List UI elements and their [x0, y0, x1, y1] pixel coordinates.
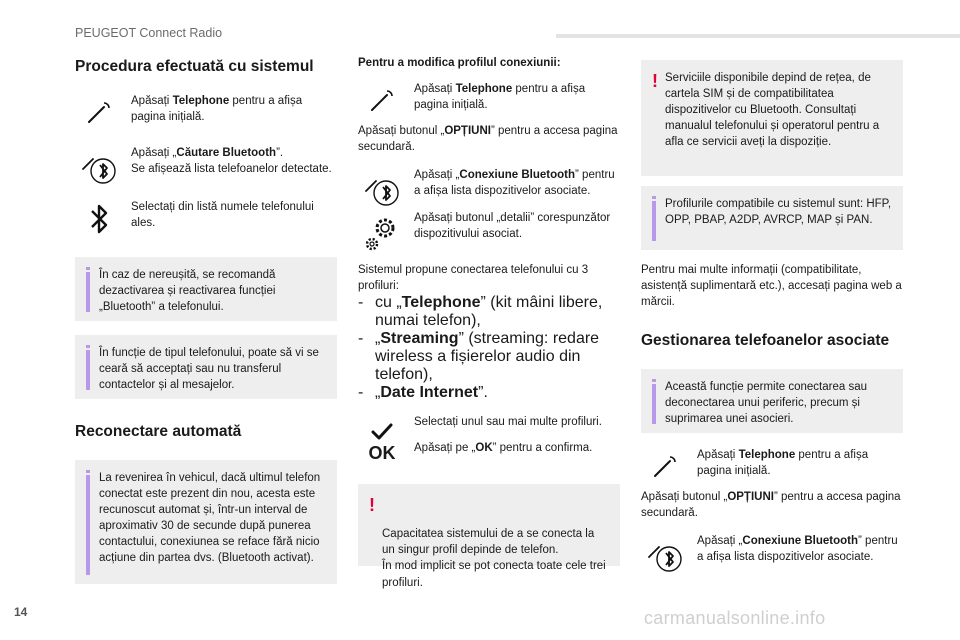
info-icon: [652, 379, 656, 382]
step-bluetooth-search: Apăsați „Căutare Bluetooth”. Se afișează lista telefoanelor detectate.: [75, 145, 337, 177]
gears-icon: [362, 212, 402, 252]
info-box-manage: Această funcție permite conectarea sau deconectarea unui periferic, precum și suprimarea unei asocieri.: [641, 369, 903, 433]
step-telephone: Apăsați Telephone pentru a afișa pagina inițială.: [358, 81, 620, 113]
list-item: - cu „Telephone” (kit mâini libere, numai telefon),: [358, 293, 603, 329]
step-details: Apăsați butonul „detalii” corespunzător dispozitivului asociat.: [358, 210, 620, 242]
bluetooth-search-icon: [645, 535, 685, 575]
ok-icon: OK: [368, 443, 396, 464]
options-paragraph: Apăsați butonul „OPȚIUNI” pentru a accesa pagina secundară.: [641, 491, 901, 520]
info-icon: [86, 470, 90, 473]
subheading-profile: Pentru a modifica profilul conexiunii:: [358, 57, 561, 69]
options-paragraph: Apăsați butonul „OPȚIUNI” pentru a accesa pagina secundară.: [358, 125, 618, 154]
more-info-paragraph: Pentru mai multe informații (compatibilitate, asistență suplimentară etc.), accesați pagina web a mărcii.: [641, 264, 902, 309]
header-rule: [556, 34, 960, 38]
header-title: PEUGEOT Connect Radio: [75, 26, 223, 40]
step-telephone: Apăsați Telephone pentru a afișa pagina inițială.: [75, 93, 337, 125]
finger-tap-icon: [645, 447, 685, 487]
watermark: carmanualsonline.info: [644, 608, 826, 628]
step-telephone: Apăsați Telephone pentru a afișa pagina inițială.: [641, 447, 903, 479]
step-select-profiles: Selectați unul sau mai multe profiluri.: [358, 414, 620, 430]
column-3: [641, 60, 903, 565]
bluetooth-search-icon: [79, 147, 119, 187]
step-bluetooth-connection: Apăsați „Conexiune Bluetooth” pentru a afișa lista dispozitivelor asociate.: [358, 167, 620, 199]
profiles-intro: Sistemul propune conectarea telefonului cu 3 profiluri:: [358, 263, 589, 292]
bluetooth-icon: [79, 199, 119, 239]
warning-box-profile: ! Capacitatea sistemului de a se conecta la un singur profil depinde de telefon. În mod implicit se pot conecta toate cele trei profiluri.: [358, 484, 620, 566]
section-heading-procedure: Procedura efectuată cu sistemul: [75, 58, 314, 75]
info-icon: [86, 267, 90, 270]
warning-box-services: ! Serviciile disponibile depind de rețea, de cartela SIM și de compatibilitatea dispozitivelor cu Bluetooth. Consultați manualul telefonului și operatorul pentru a afla ce servicii aveți la dispoziție.: [641, 60, 903, 176]
column-1: [75, 56, 337, 584]
step-confirm: OK Apăsați pe „OK” pentru a confirma.: [358, 440, 620, 456]
info-icon: [652, 196, 656, 199]
finger-tap-icon: [362, 81, 402, 121]
section-heading-reconnect: Reconectare automată: [75, 423, 242, 441]
page-number: 14: [14, 605, 28, 619]
bluetooth-search-icon: [362, 169, 402, 209]
info-box-reconnect: La revenirea în vehicul, dacă ultimul telefon conectat este prezent din nou, acesta este recunoscut automat și, într-un interval de aproximativ 30 de secunde după punerea contactului, conexiunea se reface fără nicio acțiune din partea dvs. (Bluetooth activat).: [75, 460, 337, 584]
step-select-phone: Selectați din listă numele telefonului ales.: [75, 199, 337, 231]
section-heading-manage: Gestionarea telefoanelor asociate: [641, 332, 890, 350]
profiles-list: [358, 294, 620, 402]
warning-icon: !: [369, 495, 375, 516]
info-box-retry: În caz de nereușită, se recomandă dezactivarea și reactivarea funcției „Bluetooth” a telefonului.: [75, 257, 337, 321]
step-bluetooth-connection: Apăsați „Conexiune Bluetooth” pentru a afișa lista dispozitivelor asociate.: [641, 533, 903, 565]
column-2: [358, 56, 620, 589]
finger-tap-icon: [79, 93, 119, 133]
list-item: - „Streaming” (streaming: redare wireless a fișierelor audio din telefon),: [358, 329, 600, 383]
warning-icon: !: [652, 71, 658, 91]
list-item: - „Date Internet”.: [358, 383, 488, 401]
info-box-transfer: În funcție de tipul telefonului, poate să vi se ceară să acceptați sau nu transferul contactelor și al mesajelor.: [75, 335, 337, 399]
info-box-profiles: Profilurile compatibile cu sistemul sunt: HFP, OPP, PBAP, A2DP, AVRCP, MAP și PAN.: [641, 186, 903, 250]
info-icon: [86, 345, 90, 348]
